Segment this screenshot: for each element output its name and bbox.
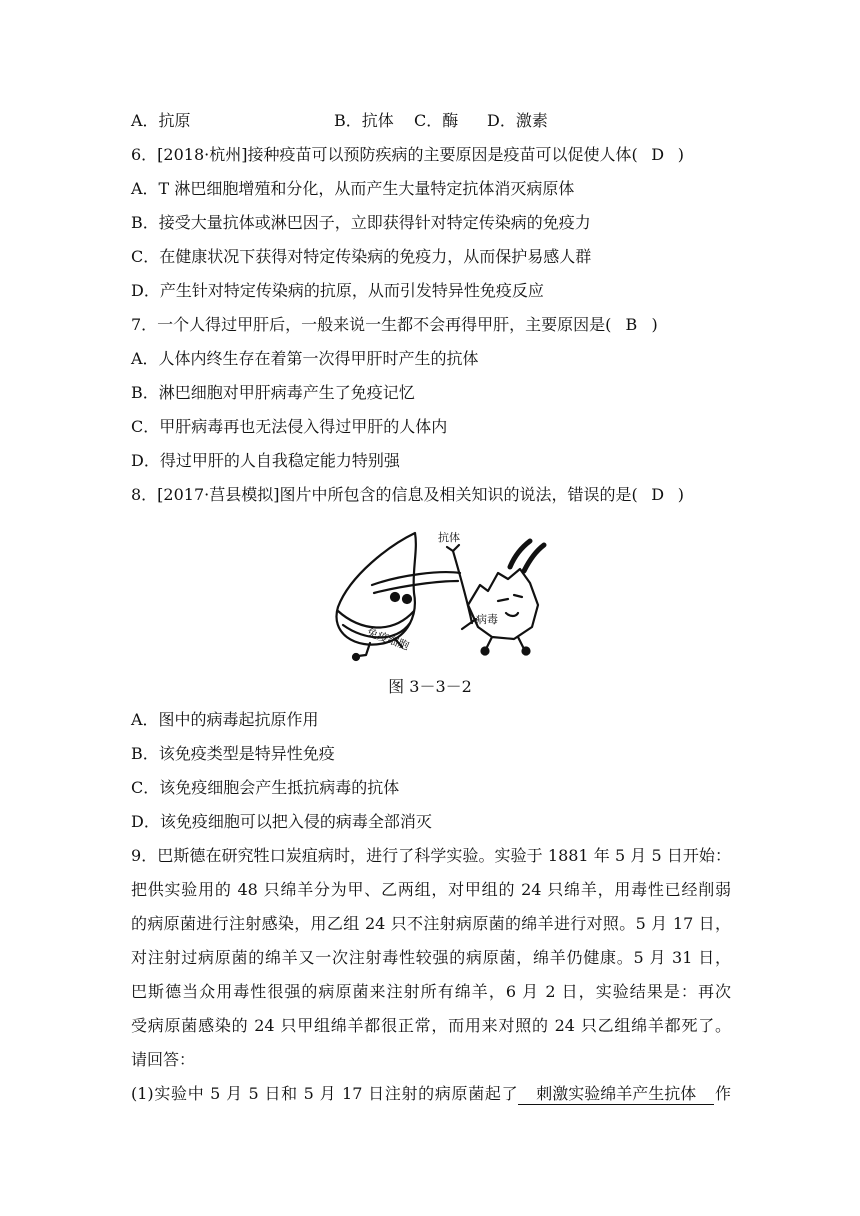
figure-label-antibody: 抗体: [438, 531, 460, 544]
q8-option-a: A．图中的病毒起抗原作用: [131, 710, 319, 729]
q8-stem-text: 8．[2017·莒县模拟]图片中所包含的信息及相关知识的说法，错误的是(: [131, 485, 638, 504]
q8-option-c: C．该免疫细胞会产生抵抗病毒的抗体: [131, 778, 400, 797]
q7-stem: [131, 313, 658, 337]
q5-option-b: B．抗体: [334, 111, 394, 130]
q7-option-b: B．淋巴细胞对甲肝病毒产生了免疫记忆: [131, 383, 415, 402]
q5-option-a: A．抗原: [131, 111, 191, 130]
q5-option-d: D．激素: [487, 111, 548, 130]
figure-caption: 图 3－3－2: [388, 677, 472, 696]
q8-stem: [131, 483, 684, 507]
immune-cell-arm: [372, 572, 460, 585]
q6-close-paren: ): [677, 145, 684, 164]
q9-sub1-suffix: 作: [714, 1084, 731, 1103]
q6-option-a: A．T 淋巴细胞增殖和分化，从而产生大量特定抗体消灭病原体: [131, 179, 575, 198]
q8-close-paren: ): [677, 485, 684, 504]
q7-option-d: D．得过甲肝的人自我稳定能力特别强: [131, 451, 400, 470]
q6-answer: D: [651, 145, 665, 164]
q8-option-d: D．该免疫细胞可以把入侵的病毒全部消灭: [131, 812, 432, 831]
figure-label-virus: 病毒: [476, 613, 498, 626]
q9-line-3: 的病原菌进行注射感染，用乙组 24 只不注射病原菌的绵羊进行对照。5 月 17 日，: [131, 914, 731, 933]
q6-stem-text: 6．[2018·杭州]接种疫苗可以预防疾病的主要原因是疫苗可以促使人体(: [131, 145, 638, 164]
q6-option-b: B．接受大量抗体或淋巴因子，立即获得针对特定传染病的免疫力: [131, 213, 591, 232]
immune-cell-eye: [391, 593, 399, 601]
q7-option-c: C．甲肝病毒再也无法侵入得过甲肝的人体内: [131, 417, 448, 436]
figure-label-immune-cell: 免疫细胞: [364, 625, 411, 653]
q8-answer: D: [651, 485, 665, 504]
q7-option-a: A．人体内终生存在着第一次得甲肝时产生的抗体: [131, 349, 479, 368]
immune-cell-virus-figure: [310, 515, 550, 665]
q9-line-5: 巴斯德当众用毒性很强的病原菌来注射所有绵羊，6 月 2 日，实验结果是：再次: [131, 982, 731, 1001]
q9-line-7: 请回答：: [131, 1050, 196, 1069]
immune-cell-band: [338, 611, 414, 628]
q7-answer: B: [625, 315, 638, 334]
q6-stem: [131, 143, 684, 167]
q9-line-1: 9．巴斯德在研究牲口炭疽病时，进行了科学实验。实验于 1881 年 5 月 5 日开始：: [131, 846, 731, 865]
q6-option-c: C．在健康状况下获得对特定传染病的免疫力，从而保护易感人群: [131, 247, 592, 266]
q7-stem-text: 7．一个人得过甲肝后，一般来说一生都不会再得甲肝，主要原因是(: [131, 315, 612, 334]
q9-subquestion-1: [131, 1077, 731, 1111]
antibody-stick: [453, 551, 472, 623]
q9-line-6: 受病原菌感染的 24 只甲组绵羊都很正常，而用来对照的 24 只乙组绵羊都死了。: [131, 1016, 731, 1035]
q6-option-d: D．产生针对特定传染病的抗原，从而引发特异性免疫反应: [131, 281, 544, 300]
q8-option-b: B．该免疫类型是特异性免疫: [131, 744, 335, 763]
q9-line-2: 把供实验用的 48 只绵羊分为甲、乙两组，对甲组的 24 只绵羊，用毒性已经削弱: [131, 880, 731, 899]
q9-line-4: 对注射过病原菌的绵羊又一次注射毒性较强的病原菌，绵羊仍健康。5 月 31 日，: [131, 948, 731, 967]
virus-body: [468, 569, 538, 639]
q5-option-c: C．酶: [414, 111, 459, 130]
q7-close-paren: ): [651, 315, 658, 334]
q9-sub1-prefix: (1)实验中 5 月 5 日和 5 月 17 日注射的病原菌起了: [131, 1084, 519, 1103]
q9-sub1-answer-blank: 刺激实验绵羊产生抗体: [518, 1084, 714, 1105]
q5-options-row: [131, 109, 548, 133]
